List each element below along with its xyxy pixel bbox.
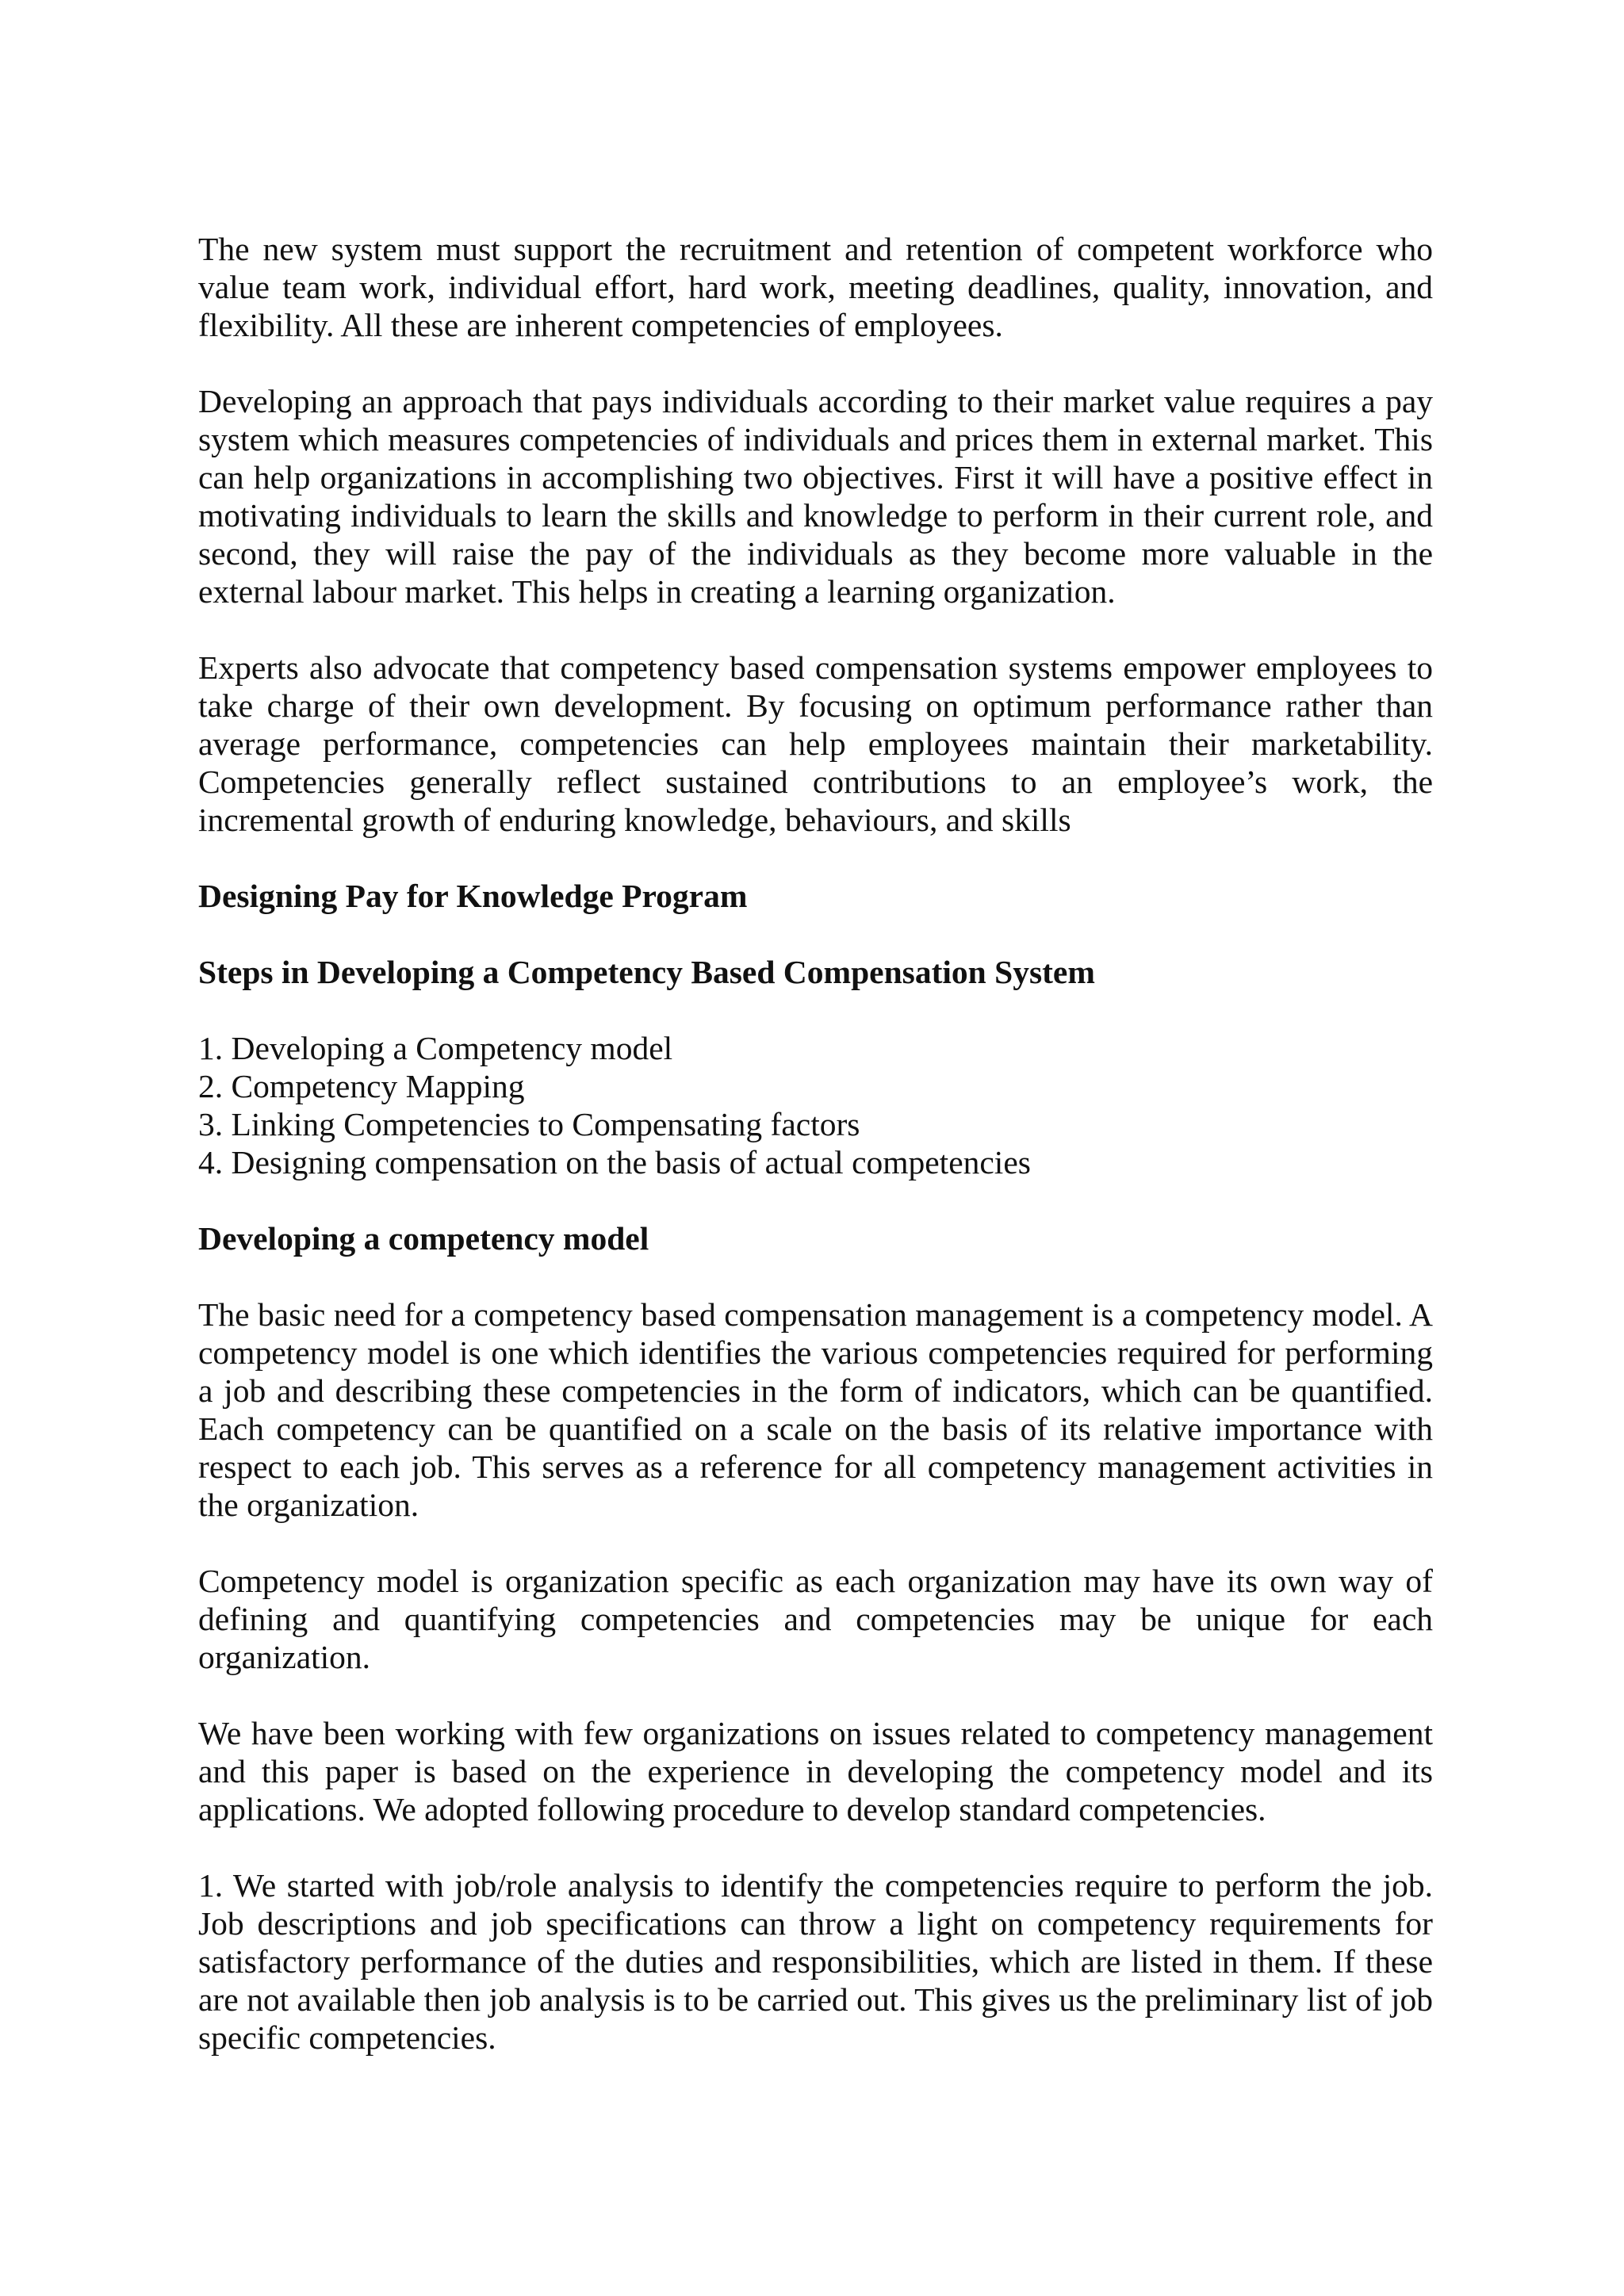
paragraph-job-role-analysis: 1. We started with job/role analysis to identify the competencies require to perform the job. Job descriptions and job specifications can throw a light on competency requirements for satisfactory performance of the duties and responsibilities, which are listed in them. If these are not available then job analysis is to be carried out. This gives us the preliminary list of job specific competencies.: [198, 1867, 1433, 2056]
heading-competency-model: Developing a competency model: [198, 1220, 649, 1257]
list-item: 1. Developing a Competency model: [198, 1030, 673, 1066]
document-page: [198, 230, 1433, 2095]
heading-pay-for-knowledge: Designing Pay for Knowledge Program: [198, 878, 748, 914]
paragraph-experience: We have been working with few organizations on issues related to competency management and this paper is based on the experience in developing the competency model and its applications. We adopted following procedure to develop standard competencies.: [198, 1715, 1433, 1827]
heading-steps: Steps in Developing a Competency Based Compensation System: [198, 954, 1095, 990]
paragraph-recruitment: The new system must support the recruitment and retention of competent workforce who value team work, individual effort, hard work, meeting deadlines, quality, innovation, and flexibility. All these are inherent competencies of employees.: [198, 231, 1433, 343]
paragraph-experts: Experts also advocate that competency based compensation systems empower employees to take charge of their own development. By focusing on optimum performance rather than average performance, competencies can help employees maintain their marketability. Competencies generally reflect sustained contributions to an employee’s work, the incremental growth of enduring knowledge, behaviours, and skills: [198, 649, 1433, 838]
list-item: 3. Linking Competencies to Compensating factors: [198, 1106, 860, 1142]
steps-list: [198, 1029, 1433, 1181]
paragraph-organization-specific: Competency model is organization specific as each organization may have its own way of defining and quantifying competencies and competencies may be unique for each organization.: [198, 1563, 1433, 1675]
paragraph-market-value: Developing an approach that pays individuals according to their market value requires a pay system which measures competencies of individuals and prices them in external market. This can help organizations in accomplishing two objectives. First it will have a positive effect in motivating individuals to learn the skills and knowledge to perform in their current role, and second, they will raise the pay of the individuals as they become more valuable in the external labour market. This helps in creating a learning organization.: [198, 383, 1433, 610]
list-item: 4. Designing compensation on the basis of actual competencies: [198, 1144, 1031, 1181]
paragraph-basic-need: The basic need for a competency based compensation management is a competency model. A competency model is one which identifies the various competencies required for performing a job and describing these competencies in the form of indicators, which can be quantified. Each competency can be quantified on a scale on the basis of its relative importance with respect to each job. This serves as a reference for all competency management activities in the organization.: [198, 1296, 1433, 1523]
list-item: 2. Competency Mapping: [198, 1068, 525, 1104]
